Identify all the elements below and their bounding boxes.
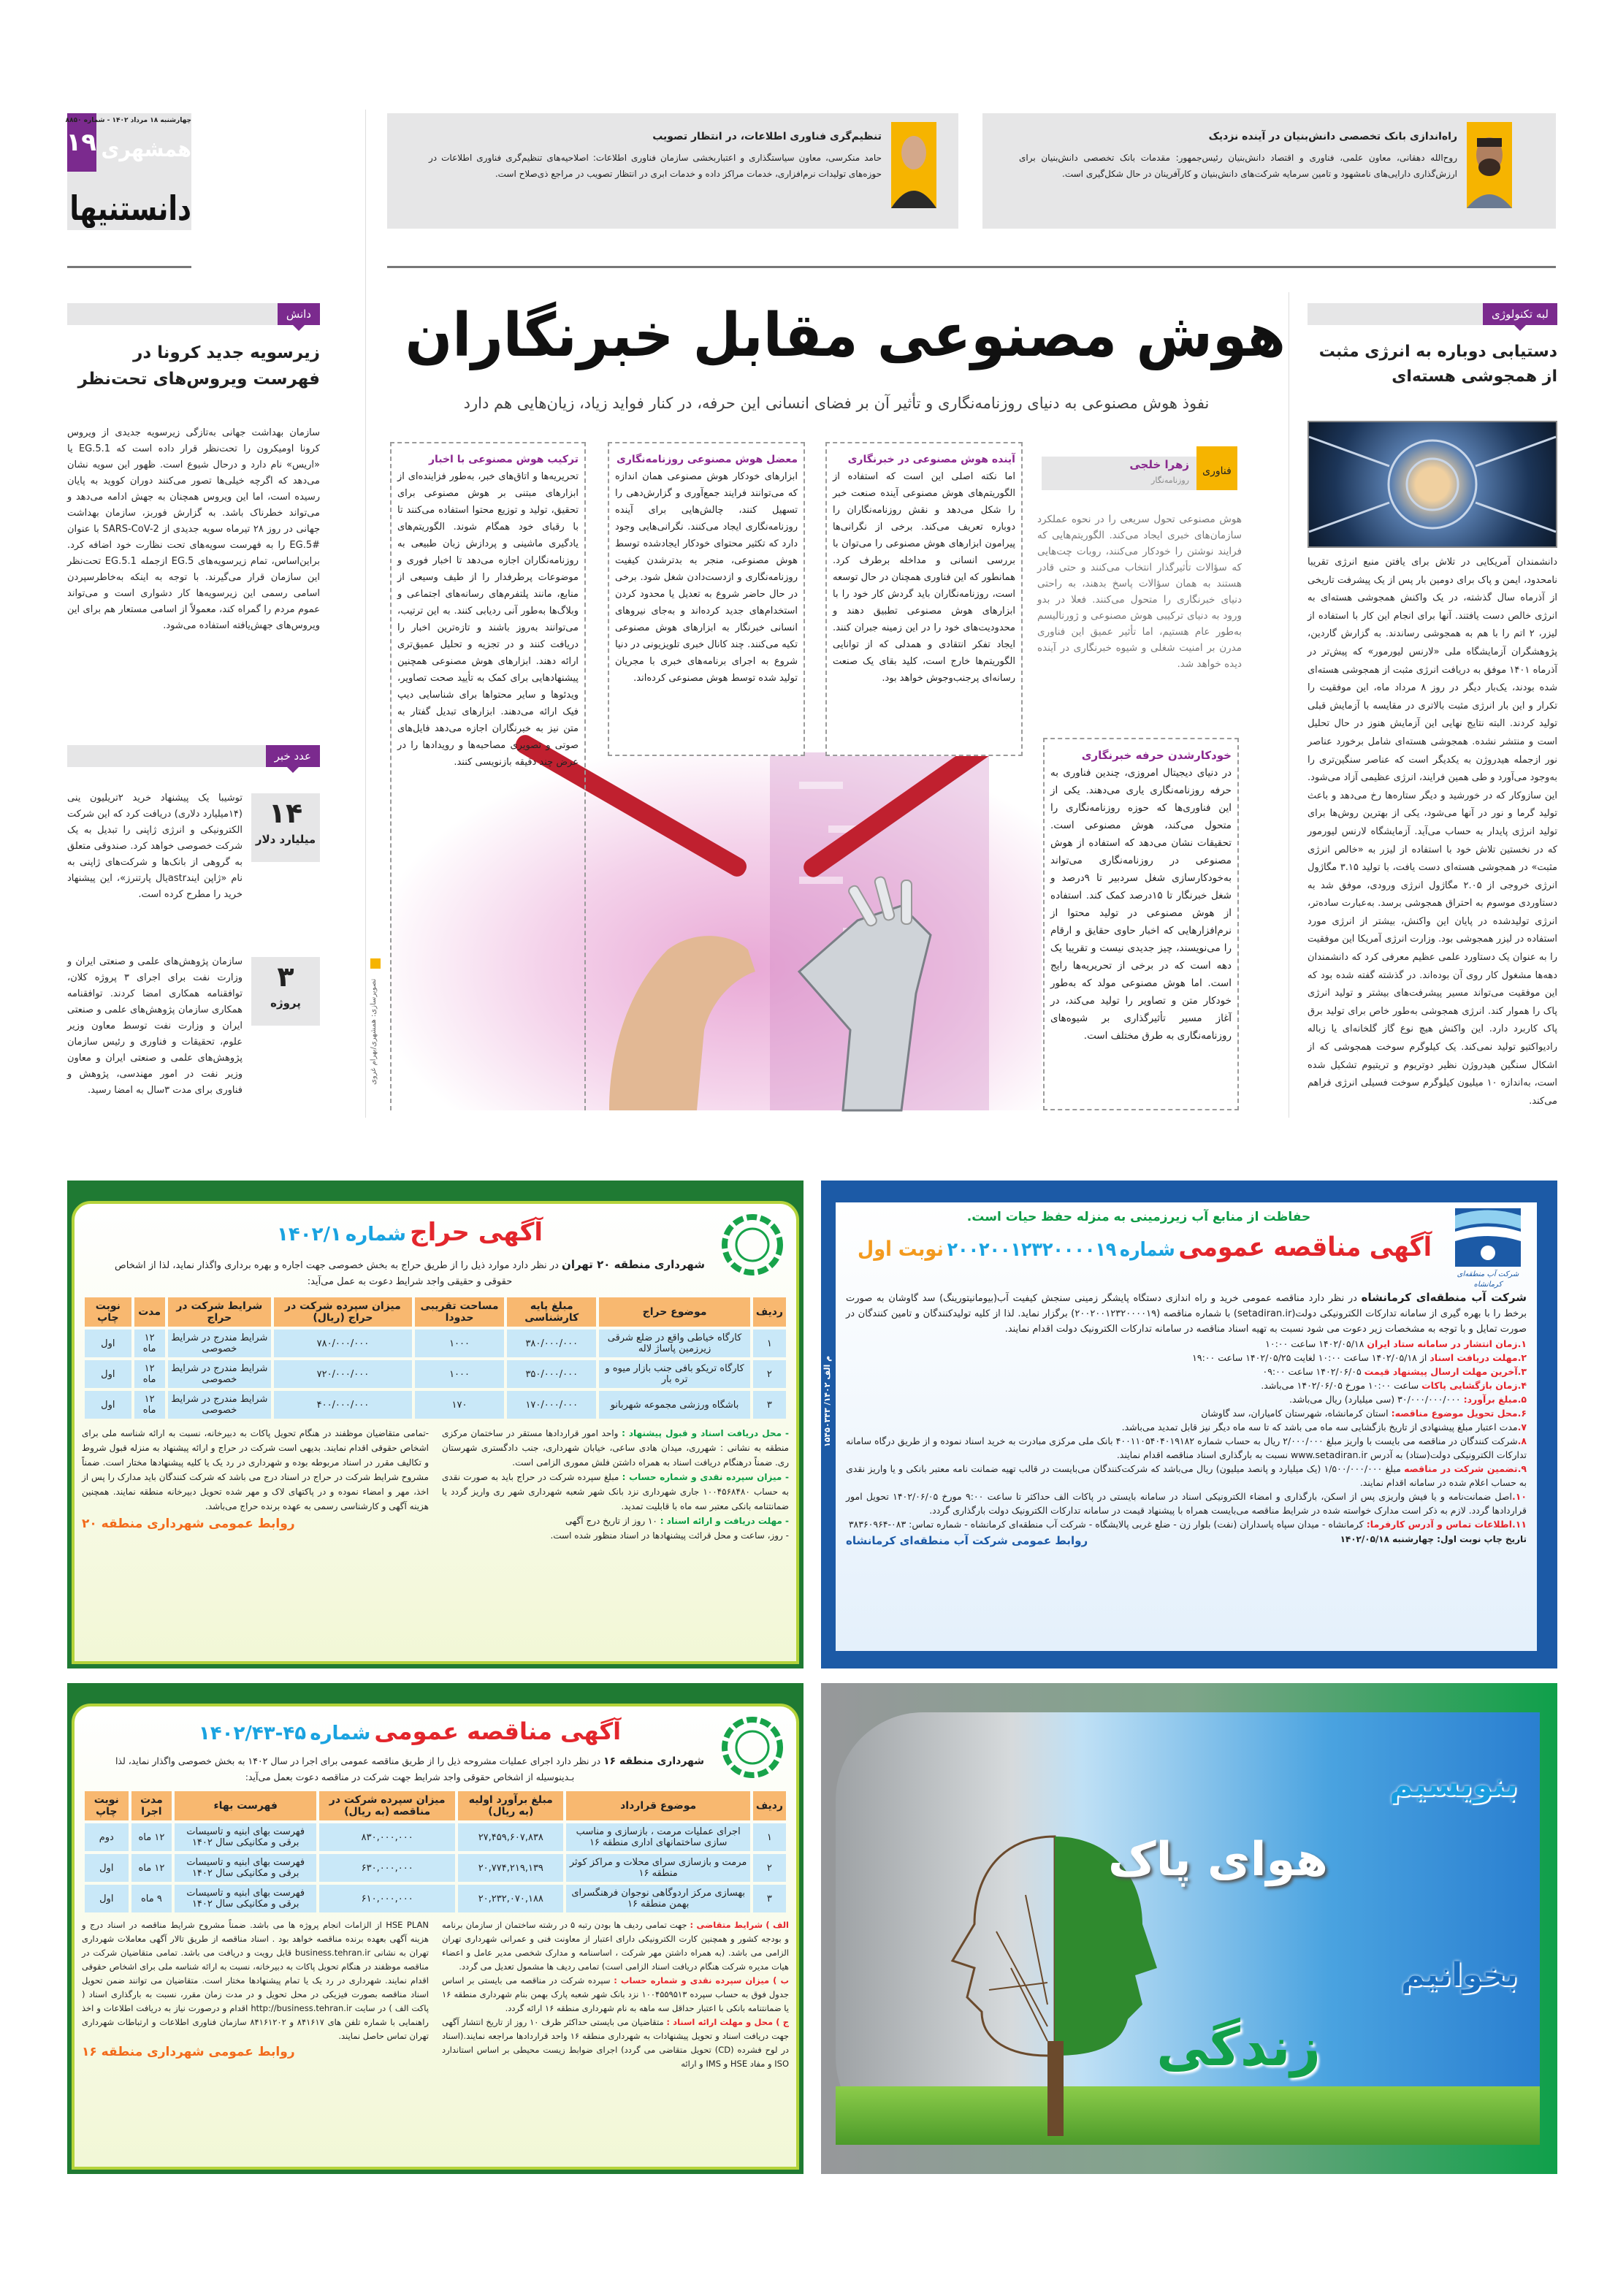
table-cell: ۹ ماه	[131, 1885, 172, 1912]
item-number: ۱.	[1517, 1338, 1527, 1349]
column-title: معضل هوش مصنوعی روزنامه‌نگاری	[616, 454, 798, 465]
table-header-cell: ردیف	[753, 1791, 786, 1820]
number-value: ۳	[277, 961, 294, 993]
item-text: ۱۴۰۲/۰۵/۱۸ ساعت ۱۰:۰۰	[1265, 1338, 1364, 1349]
table-cell: کارگاه تریکو بافی جنب بازار میوه و تره بار	[599, 1360, 750, 1388]
auction-table	[82, 1294, 789, 1422]
tehran-logo-icon	[722, 1214, 783, 1275]
top-news-2[interactable]	[387, 113, 958, 229]
number-unit: پروژه	[270, 996, 301, 1010]
table-header-cell: مدت اجرا	[131, 1791, 172, 1820]
article-body: سازمان بهداشت جهانی به‌تازگی زیرسویه جدیدی از ویروس کرونا اومیکرون را تحت‌نظر قرار داده است که EG.5.1 یا «اریس» نام دارد و درحال شیوع است. ظهور این سویه نشان می‌دهد که اگرچه خیلی‌ها تصور می‌کنند دوران کووید به پایان رسیده است، اما این ویروس همچنان به جهش ادامه می‌دهد و می‌تواند خطرناک باشد. به گزارش فوربز، سازمان بهداشت جهانی در روز ۲۸ تیرماه سویه جدیدی از SARS-CoV-2 با عنوان EG.5# را به فهرست سویه‌های تحت نظارت خود اضافه کرد. براین‌اساس، تمام زیرسویه‌های EG.5 ازجمله EG.5.1 تحت‌نظر این سازمان قرار می‌گیرند. با توجه به اینکه به‌خاطرسپردن اسامی رسمی این زیرسویه‌ها کار دشواری است و می‌تواند عموم مردم را گمراه کند، معمولاً از اسامی مستعار هم برای این ویروس‌های جهش‌یافته استفاده می‌شود.	[67, 427, 320, 631]
table-row	[85, 1391, 786, 1419]
ad-line-life: زندگی	[1156, 2016, 1321, 2078]
table-cell: اول	[85, 1330, 131, 1357]
ad-title: آگهی مناقصه عمومی	[374, 1717, 622, 1745]
ad-note	[442, 1918, 789, 1974]
ad-note	[442, 1974, 789, 2015]
tehran-municipality-logo	[722, 1214, 783, 1278]
ad-title-row	[111, 1214, 709, 1251]
note-label: الف ) شرایط متقاضی :	[690, 1920, 789, 1930]
note-text: - روز، ساعت و محل قرائت پیشنهادها در اسناد منظور شده است.	[550, 1530, 789, 1541]
ad-intro-bold: شرکت آب منطقه‌ای کرمانشاه	[1361, 1291, 1527, 1304]
table-header-row	[85, 1791, 786, 1820]
table-cell: ۳	[753, 1885, 786, 1912]
ad-title-row	[111, 1714, 709, 1749]
ad-number-label: شماره	[1119, 1239, 1175, 1261]
table-cell: فهرست بهای ابنیه و تاسیسات برقی و مکانیکی سال ۱۴۰۲	[175, 1854, 316, 1882]
item-number: ۹.	[1517, 1463, 1527, 1474]
section-label: عدد خبر	[266, 745, 320, 767]
ad-item	[846, 1351, 1527, 1365]
ad-intro-text: در نظر دارد مناقصه عمومی خرید و راه اندازی دستگاه پایشگر زمینی سنجش کیفیت آب(بیومانیتورینگ) سد گاوشان به صورت برخط را با بهره گیری از سامانه تدارکات الکترونیکی دولت(setadiran.ir) با شماره مناقصه (۲۰۰۲۰۰۱۲۳۲۰۰۰۰۱۹) برگزار نماید. لذا از کلیه تولیدکنندگان و تامین کنندگان در صورت تمایل و با توجه به مشخصات زیر دعوت می شود نسبت به تهیه اسناد مناقصه در سامانه تدارکات الکترونیک دولت اقدام نمایند.	[846, 1293, 1527, 1335]
ad-item	[846, 1337, 1527, 1351]
ad-intro	[111, 1256, 709, 1290]
box-body: در دنیای دیجیتال امروزی، چندین فناوری به حرفه روزنامه‌نگاری یاری می‌دهند. یکی از این فناوری‌ها که حوزه روزنامه‌نگاری را متحول می‌کند، هوش مصنوعی است. تحقیقات نشان می‌دهد که استفاده از هوش مصنوعی در روزنامه‌نگاری می‌تواند به‌خودکارسازی شغل سردبیر تا ۹درصد و شغل خبرنگار تا ۱۵درصد کمک کند. استفاده از هوش مصنوعی در تولید محتوا از نرم‌افزارهایی که اخبار حاوی حقایق و ارقام را می‌نویسند، چیز جدیدی نیست و تقریبا یک دهه است که در برخی از تحریریه‌ها رایج است. اما هوش مصنوعی مولد که به‌طور خودکار متن و تصاویر را تولید می‌کند، در آغاز مسیر تأثیرگذاری بر شیوه‌های روزنامه‌نگاری به طرق مختلف است.	[1050, 767, 1232, 1042]
ad-intro-bold: شهرداری منطقه ۲۰ تهران	[562, 1258, 705, 1271]
item-text: ساعت ۱۰:۰۰ مورخ ۱۴۰۲/۰۶/۰۵ می‌باشد.	[1261, 1380, 1419, 1391]
ad-footer	[846, 1534, 1527, 1547]
table-cell: ۱۲ ماه	[131, 1854, 172, 1882]
person-photo-icon	[1467, 122, 1512, 208]
ad-title-row	[858, 1229, 1432, 1267]
table-header-cell: مساحت تقریبی حدودا	[415, 1297, 504, 1327]
note-text: ۱۰ روز از تاریخ درج آگهی	[565, 1516, 657, 1526]
ad-slogan: حفاظت از منابع آب زیرزمینی به منزله حفظ حیات است.	[966, 1210, 1311, 1224]
table-cell: ۲	[753, 1360, 786, 1388]
top-news-1[interactable]	[982, 113, 1556, 229]
lab-equipment-icon	[1309, 422, 1556, 546]
logo-text: شرکت آب منطقه‌ای کرمانشاه	[1457, 1270, 1519, 1289]
table-header-cell: ردیف	[753, 1297, 786, 1327]
fusion-lab-photo	[1308, 421, 1557, 548]
table-header-row	[85, 1297, 786, 1327]
table-cell: ۱	[753, 1823, 786, 1851]
table-cell: شرایط مندرج در شرایط خصوصی	[168, 1330, 271, 1357]
ad-item	[846, 1490, 1527, 1517]
table-cell: فهرست بهای ابنیه و تاسیسات برقی و مکانیکی سال ۱۴۰۲	[175, 1885, 316, 1912]
table-header-cell: شرایط شرکت در حراج	[168, 1297, 271, 1327]
note-text: متقاضیان می بایستی حداکثر ظرف ۱۰ روز از تاریخ انتشار آگهی جهت دریافت اسناد و تحویل پیشنهادات به شهرداری منطقه ۱۶ واحد قراردادها مراجعه نمایند.(اسناد در لوح فشرده (CD) تحویل متقاضی می گردد) اجرای ضوابط زیست محیطی بر اساس استاندارد ISO و مفاد HSE و IMS و ارائه	[442, 2017, 790, 2069]
ad-notes-left: HSE PLAN از الزامات انجام پروژه ها می باشد. ضمناً مشروح شرایط مناقصه در اسناد درج و هزینه آگهی بعهده برنده مناقصه خواهد بود . اسناد مناقصه از طریق تالار آگهی معاملات شهرداری تهران به نشانی business.tehran.ir قابل رویت و دریافت می باشد. تمامی متقاضیان شرکت در مناقصه موظفند در هنگام تحویل پاکات به دبیرخانه، نسبت به ارائه شناسه ملی برای اشخاص حقوقی اقدام نمایند. شهرداری در رد یک یا تمام پیشنهادها مختار است. متقاضیان می توانند ضمن تحویل اسناد مناقصه بصورت فیزیکی در محل تحویل و در مدت زمان مقرر، نسبت به بارگذاری اسناد ( پاکت الف ) در سایت http://business.tehran.ir اقدام و درصورت نیاز به دریافت اطلاعات و اخذ راهنمایی با شماره تلفن های ۸۴۱۶۱۷ و ۸۴۱۶۱۲۰۲ سازمان فناوری اطلاعات و ارتباطات شهرداری تهران تماس حاصل نمایند.	[82, 1920, 429, 2041]
column-body: اما نکته اصلی این است که استفاده از الگوریتم‌های هوش مصنوعی آینده صنعت خبر را شکل می‌دهد و نقش روزنامه‌نگاران را دوباره تعریف می‌کند. برخی از نگرانی‌ها پیرامون ابزارهای هوش مصنوعی را می‌توان با بررسی انسانی و مداخله برطرف کرد. همانطور که این فناوری همچنان در حال توسعه است، روزنامه‌نگاران باید گردش کار خود را با ابزارهای هوش مصنوعی تطبیق دهند و محدودیت‌های خود را در این زمینه جبران کنند. ایجاد تفکر انتقادی و همدلی که از توانایی الگوریتم‌ها خارج است، کلید بقای یک صنعت رسانه‌ای پرجنب‌وجوش خواهد بود.	[833, 471, 1015, 684]
box-title: خودکارشدن حرفه خبرنگاری	[1081, 749, 1232, 762]
item-label: تضمین شرکت در مناقصه	[1404, 1463, 1518, 1474]
table-cell: ۱۰۰۰	[415, 1330, 504, 1357]
number-box	[251, 793, 320, 862]
table-cell: ۲۰,۷۷۴,۲۱۹,۱۳۹	[458, 1854, 563, 1882]
article-headline: دستیابی دوباره به انرژی مثبت از همجوشی هسته‌ای	[1318, 343, 1557, 386]
ad-kermanshah-tender	[821, 1181, 1557, 1668]
table-header-cell: مبلغ پایه کارشناسی	[507, 1297, 596, 1327]
item-number: ۳.	[1517, 1366, 1527, 1377]
note-label: - مهلت دریافت و ارائه اسناد :	[660, 1516, 789, 1526]
ad-note	[442, 1426, 789, 1470]
ad-item	[846, 1365, 1527, 1378]
top-news-photo	[1467, 122, 1512, 208]
table-cell: ۱	[753, 1330, 786, 1357]
column-body: ابزارهای خودکار هوش مصنوعی همان اندازه که می‌توانند فرایند جمع‌آوری و گزارش‌دهی را تسهیل کنند، چالش‌هایی برای آینده روزنامه‌نگاری ایجاد می‌کنند. نگرانی‌هایی وجود دارد که تکثیر محتوای خودکار ایجادشده توسط هوش مصنوعی، منجر به بدترشدن کیفیت روزنامه‌نگاری و ازدست‌دادن شغل شود. برخی در حال حاضر شروع به تعدیل یا محدود کردن استخدام‌های جدید کرده‌اند و به‌جای نیروهای انسانی خبرنگار به ابزارهای هوش مصنوعی تکیه می‌کنند. چند کانال خبری تلویزیونی در دنیا شروع به اجرای برنامه‌های خبری با مجریان تولید شده توسط هوش مصنوعی کرده‌اند.	[615, 471, 798, 684]
ad-line-read: بخوانیم	[1401, 1956, 1518, 1994]
table-cell: ۱۲ ماه	[131, 1823, 172, 1851]
ad-note	[442, 2015, 789, 2071]
table-cell: اجرای عملیات مرمت ، بازسازی و مناسب سازی ساختمانهای اداری منطقه ۱۶	[566, 1823, 749, 1851]
table-header-cell: فهرست بهاء	[175, 1791, 316, 1820]
print-date: تاریخ چاپ نوبت اول: چهارشنبه ۱۴۰۲/۰۵/۱۸	[1340, 1534, 1527, 1544]
table-cell: باشگاه ورزشی مجموعه شهربانو	[599, 1391, 750, 1419]
table-cell: ۲۷,۴۵۹,۶۰۷,۸۳۸	[458, 1823, 563, 1851]
ad-side-code: م الف ۱۴۰۲/ ۱۵۴۵۰۳۴۳	[822, 1356, 832, 1448]
table-header-cell: میزان سپرده شرکت در مناقصه (به ریال)	[319, 1791, 455, 1820]
table-header-cell: نوبت چاپ	[85, 1297, 131, 1327]
table-cell: ۱۷۰/۰۰۰/۰۰۰	[507, 1391, 596, 1419]
ad-auction	[67, 1181, 804, 1668]
table-cell: ۶۱۰,۰۰۰,۰۰۰	[319, 1885, 455, 1912]
section-label: لبه تکنولوژی	[1483, 303, 1557, 325]
ad-round: نوبت اول	[858, 1237, 944, 1261]
ad-line-clean-air: هوای پاک	[1108, 1833, 1328, 1887]
table-row	[85, 1823, 786, 1851]
item-number: ۱۰.	[1512, 1491, 1527, 1502]
item-text: شرکت کنندگان در مناقصه می بایست با واریز مبلغ ۲/۰۰۰/۰۰۰ ریال به حساب شماره ۴۰۰۱۱۰۵۴۰۴۰۱۹۱۸۲ بانک ملی مرکزی مبادرت به خرید اسناد نموده و از طریق درگاه سامانه تدارکات الکترونیکی دولت(ستاد) به آدرس www.setadiran.ir نسبت به بارگذاری اسناد مناقصه اقدام نمایند.	[846, 1435, 1527, 1460]
ad-notes-right	[442, 1426, 789, 1543]
ad-item	[846, 1406, 1527, 1420]
table-cell: ۱۲ ماه	[134, 1360, 165, 1388]
top-news-photo	[891, 122, 936, 208]
ad-number: ۲۰۰۲۰۰۱۲۳۲۰۰۰۰۱۹	[947, 1239, 1117, 1261]
column-rule	[365, 110, 366, 1118]
top-news-title: راه‌اندازی بانک تخصصی دانش‌بنیان در آینده نزدیک	[1208, 131, 1457, 142]
table-header-cell: موضوع قرارداد	[566, 1791, 749, 1820]
note-text: واحد امور قراردادها مستقر در ساختمان مرکزی منطقه به نشانی : شهرری، میدان هادی ساعی، خیابان شهرداری، جنب دادگستری شهرستان ری. ضمناً درهنگام دریافت اسناد به همراه داشتن فلش مموری الزامی است.	[442, 1428, 789, 1468]
item-number: ۴.	[1517, 1380, 1527, 1391]
item-text: استان کرمانشاه، شهرستان کامیاران، سد گاوشان	[1201, 1408, 1389, 1419]
ad-signature: روابط عمومی شهرداری منطقه ۲۰	[82, 1517, 295, 1531]
table-cell: کارگاه خیاطی واقع در ضلع شرقی زیرزمین پاساژ لاله	[599, 1330, 750, 1357]
author-role: روزنامه‌نگار	[1151, 476, 1189, 485]
ad-clean-air	[821, 1683, 1557, 2174]
table-cell: ۶۳۰,۰۰۰,۰۰۰	[319, 1854, 455, 1882]
section-bar-tech	[1308, 303, 1557, 325]
top-news-title: تنظیم‌گری فناوری اطلاعات، در انتظار تصویب	[652, 131, 882, 142]
image-credit: تصویرسازی: همشهری/بهرام غروی	[370, 979, 378, 1086]
table-cell: ۷۸۰/۰۰۰/۰۰۰	[274, 1330, 412, 1357]
note-text: سپرده شرکت در مناقصه می بایستی بر اساس جدول فوق به حساب سپرده ۱۰۰۴۵۵۹۵۱۳ نزد بانک شهر شعبه پارک بهمن بنام شهرداری منطقه ۱۶ یا ضمانتنامه بانکی با اعتبار حداقل سه ماهه به نام شهرداری منطقه ۱۶ ارائه گردد.	[442, 1975, 789, 2013]
section-bar-science	[67, 303, 320, 325]
note-label: - محل دریافت اسناد و قبول پیشنهاد :	[622, 1428, 789, 1438]
table-cell: ۲۰,۲۳۲,۰۷۰,۱۸۸	[458, 1885, 563, 1912]
item-text: از ۱۴۰۲/۰۵/۱۸ ساعت ۱۰:۰۰ لغایت ۱۴۰۲/۰۵/۲۵ ساعت ۱۹:۰۰	[1192, 1352, 1427, 1363]
ad-number: ۱۴۰۲/۱	[276, 1224, 342, 1246]
ad-title: آگهی حراج	[410, 1218, 543, 1247]
ad-item	[846, 1434, 1527, 1462]
item-number: ۲.	[1517, 1352, 1527, 1363]
note-text: جهت تمامی ردیف ها بودن رتبه ۵ در رشته ساختمان از سازمان برنامه و بودجه کشور و همچنین کارت الکترونیکی دارای اعتبار از معاونت فنی و عمرانی شهرداری تهران الزامی می باشد. (به همراه داشتن مهر شرکت ، اساسنامه و مدارک شخصی مدیر عامل و اعضاء هیات مدیره شرکت هنگام دریافت اسناد الزامی است) تمامی ردیف ها مشمول تعدیل می گردد.	[442, 1920, 789, 1972]
article-intro: هوش مصنوعی تحول سریعی را در نحوه عملکرد سازمان‌های خبری ایجاد می‌کند. الگوریتم‌هایی که فرایند نوشتن را خودکار می‌کنند، روبات چت‌هایی که سؤالات تأثیرگذار انتخاب می‌کنند و حتی قادر هستند به همان سؤالات پاسخ بدهند، به راحتی دنیای خبرنگاری را متحول می‌کنند. فعلا در بدو ورود به دنیای ترکیبی هوش مصنوعی و ژورنالیسم به‌طور عام هستیم، اما تأثیر عمیق این فناوری مدرن بر امنیت شغلی و شیوه خبرنگاری در آینده دیده خواهد شد.	[1037, 514, 1242, 670]
tehran-logo-icon	[722, 1717, 783, 1778]
article-column	[825, 442, 1023, 756]
ad-tender-16	[67, 1683, 804, 2174]
number-box	[251, 957, 320, 1026]
person-photo-icon	[891, 122, 936, 208]
ad-title: آگهی مناقصه عمومی	[1178, 1232, 1432, 1262]
ad-item	[846, 1392, 1527, 1406]
table-cell: مرمت و بازسازی سرای محلات و مراکز کوثر منطقه ۱۶	[566, 1854, 749, 1882]
ad-item	[846, 1462, 1527, 1490]
item-number: ۱۱.	[1511, 1519, 1527, 1530]
item-label: محل تحویل موضوع مناقصه:	[1391, 1408, 1518, 1419]
ad-intro	[111, 1753, 709, 1785]
kicker: فناوری	[1196, 446, 1237, 490]
divider	[387, 266, 1556, 268]
table-cell: ۷۲۰/۰۰۰/۰۰۰	[274, 1360, 412, 1388]
water-wave-logo-icon	[1455, 1208, 1521, 1267]
table-cell: ۴۰۰/۰۰۰/۰۰۰	[274, 1391, 412, 1419]
table-header-cell: مدت	[134, 1297, 165, 1327]
ad-note	[442, 1528, 789, 1543]
ad-item	[846, 1420, 1527, 1434]
item-label: مبلغ برآورد:	[1463, 1394, 1518, 1405]
number-unit: میلیارد دلار	[255, 833, 316, 846]
article-column	[608, 442, 805, 756]
item-text: مبلغ ۱/۵۰۰/۰۰۰/۰۰۰ (یک میلیارد و پانصد میلیون) ریال می‌باشد که شرکت‌کنندگان می‌بایست در قالب تهیه ضمانت نامه معتبر بانکی و یا واریز نقدی به حساب اعلام شده در سامانه اقدام نمایند.	[846, 1463, 1527, 1488]
divider	[67, 266, 191, 268]
ad-item	[846, 1517, 1527, 1531]
number-value: ۱۴	[268, 797, 303, 829]
item-text: ۳۰/۰۰۰/۰۰۰/۰۰۰ (سی میلیارد) ریال می‌باشد.	[1289, 1394, 1461, 1405]
ad-number: ۴۵-۱۴۰۲/۴۳	[198, 1723, 307, 1744]
top-news-body: روح‌الله دهقانی، معاون علمی، فناوری و اقتصاد دانش‌بنیان رئیس‌جمهور: مقدمات بانک تخصصی دانش‌بنیان برای ارزش‌گذاری دارایی‌های نامشهود و تامین سرمایه شرکت‌های دانش‌بنیان و کارآفرینان در حال شکل‌گیری است.	[1019, 153, 1457, 179]
ad-note	[442, 1470, 789, 1514]
item-label: زمان بازگشایی پاکات	[1421, 1380, 1518, 1391]
ad-notes-right	[442, 1918, 789, 2071]
number-text: توشیبا یک پیشنهاد خرید ۲تریلیون ینی (۱۴میلیارد دلاری) دریافت کرد که این شرکت الکترونیکی و انرژی ژاپنی را تبدیل به یک شرکت خصوصی خواهد کرد. صندوقی متعلق به گروهی از بانک‌ها و شرکت‌های ژاپنی به نام «ژاپن ایندastrیال پارتنرز»، این پیشنهاد خرید را مطرح کرده است.	[67, 793, 243, 900]
item-label: اطلاعات تماس و آدرس کارفرما:	[1366, 1519, 1512, 1530]
ad-number-label: شماره	[310, 1723, 371, 1744]
table-cell: اول	[85, 1885, 129, 1912]
item-number: ۸.	[1517, 1435, 1527, 1446]
table-cell: ۱۲ ماه	[134, 1391, 165, 1419]
article-column	[390, 442, 586, 1110]
item-text: کرمانشاه - میدان سپاه پاسداران (نفت) بلوار زن - ضلع غربی پالایشگاه - شرکت آب منطقه‌ای کرمانشاه - شماره تماس: ۰۸۳-۳۸۳۶۰۹۶۴	[848, 1519, 1364, 1530]
water-company-logo	[1448, 1208, 1528, 1290]
author-name: زهرا خلجی	[1129, 458, 1189, 471]
credit-marker	[370, 958, 381, 969]
ad-intro	[846, 1290, 1527, 1337]
section-bar-numbers	[67, 745, 320, 767]
table-cell: فهرست بهای ابنیه و تاسیسات برقی و مکانیکی سال ۱۴۰۲	[175, 1823, 316, 1851]
top-news-body: حامد منکرسی، معاون سیاستگذاری و اعتباربخشی سازمان فناوری اطلاعات: اصلاحیه‌های تنظیم‌گری فناوری اطلاعات در حوزه‌های تولیدات نرم‌افزاری، خدمات مراکز داده و خدمات ابری در انتظار تصویب در مراجع ذی‌صلاح است.	[429, 153, 882, 179]
table-cell: ۱۰۰۰	[415, 1360, 504, 1388]
table-cell: شرایط مندرج در شرایط خصوصی	[168, 1391, 271, 1419]
ad-signature: روابط عمومی شرکت آب منطقه‌ای کرمانشاه	[846, 1534, 1088, 1547]
table-header-cell: نوبت چاپ	[85, 1791, 129, 1820]
ad-number-label: شماره	[345, 1224, 406, 1246]
note-label: ب ) میزان سپرده نقدی و شماره حساب :	[614, 1975, 790, 1986]
article-body: دانشمندان آمریکایی در تلاش برای یافتن منبع انرژی تقریبا نامحدود، ایمن و پاک برای دومین بار پس از یک پیشرفت تاریخی از آذرماه سال گذشته، در یک واکنش همجوشی هسته‌ای به انرژی خالص دست یافتند. آنها برای انجام این کار با استفاده از لیزر، ۲ اتم را با هم به همجوشی رساندند. به گزارش گاردین، پژوهشگران آزمایشگاه ملی «لارنس لیورمور» که پیش‌تر در آذرماه ۱۴۰۱ موفق به دریافت انرژی مثبت از همجوشی هسته‌ای شده بودند، یک‌بار دیگر در روز ۸ مرداد ماه، این موفقیت را تکرار و این بار انرژی مثبت بالاتری در مقایسه با آزمایش قبلی تولید کردند. البته نتایج نهایی این آزمایش هنوز در حال تحلیل است و منتشر نشده. همجوشی هسته‌ای شامل برخورد عناصر نور ازجمله هیدروژن به یکدیگر است که عناصر سنگین‌تری را به‌وجود می‌آورد و طی همین فرایند، انرژی عظیمی آزاد می‌شود. این سازوکار که در خورشید و دیگر ستاره‌ها رخ می‌دهد و باعث تولید گرما و نور در آنها می‌شود، یکی از بهترین روش‌ها برای تولید انرژی پایدار به حساب می‌آید. آزمایشگاه لارنس لیورمور که در نخستین تلاش خود با استفاده از لیزر به «خالص انرژی مثبت» در همجوشی هسته‌ای دست یافت، با تولید ۳.۱۵ مگاژول انرژی خروجی از ۲.۰۵ مگاژول انرژی ورودی، موفق شد به دستاوردی موسوم به احتراق همجوشی برسد. به‌عبارت ساده‌تر، انرژی تولیدشده در پایان این واکنش، بیشتر از انرژی مورد استفاده در لیزر همجوشی بود. وزارت انرژی آمریکا این موفقیت را به عنوان یک دستاورد علمی عظیم معرفی کرد که دانشمندان دهه‌ها مشغول کار روی آن بوده‌اند. در گذشته گفته شده بود که این موفقیت می‌تواند مسیر پیشرفت‌های بیشتر و تولید انرژی پاک را هموار کند. انرژی همجوشی به‌طور خاص برای تولید برق پاک کاربرد دارد. این واکنش هیچ نوع گاز گلخانه‌ای یا زباله رادیواکتیو تولید نمی‌کند. یک کیلوگرم سوخت همجوشی که از اشکال سنگین هیدروژن نظیر دوتریوم و تریتیوم تشکیل شده است، به‌اندازه ۱۰ میلیون کیلوگرم سوخت فسیلی انرژی فراهم می‌کند.	[1308, 557, 1558, 1107]
ad-signature: روابط عمومی شهرداری منطقه ۱۶	[82, 2045, 295, 2059]
section-label: دانش	[278, 303, 320, 325]
table-cell: ۳۵۰/۰۰۰/۰۰۰	[507, 1360, 596, 1388]
table-header-cell: مبلغ برآورد اولیه (به ریال)	[458, 1791, 563, 1820]
note-label: - میزان سپرده نقدی و شماره حساب :	[622, 1472, 789, 1482]
table-cell: اول	[85, 1391, 131, 1419]
table-row	[85, 1330, 786, 1357]
item-text: اصل ضمانت‌نامه و یا فیش واریزی پس از اسکن، بارگذاری و امضاء الکترونیکی اسناد در سامانه بایستی در پاکات الف حداکثر تا ساعت ۹:۰۰ مورخ ۱۴۰۲/۰۶/۰۵ تحویل امور قراردادها گردد. لازم به ذکر است مدارک خواسته شده در شرایط مناقصه می‌بایست همراه با پیشنهاد قیمت در سامانه تدارکات الکترونیک دولت بارگذاری گردد.	[846, 1491, 1527, 1516]
ad-item	[846, 1378, 1527, 1392]
number-text: سازمان پژوهش‌های علمی و صنعتی ایران و وزارت نفت برای اجرای ۳ پروژه کلان، توافقنامه همکاری امضا کردند. توافقنامه همکاری سازمان پژوهش‌های علمی و صنعتی ایران و وزارت نفت توسط معاون وزیر علوم، تحقیقات و فناوری و رئیس سازمان پژوهش‌های علمی و صنعتی ایران و معاون وزیر نفت در امور مهندسی، پژوهش و فناوری برای مدت ۳سال به امضا رسید.	[67, 956, 243, 1096]
note-text: مبلغ سپرده شرکت در حراج باید به صورت نقدی به حساب ۱۰۰۴۵۶۸۴۸۰ جاری شهرداری نزد بانک شهر شعبه شهرداری شهر ری واریز گردد یا ضمانتنامه بانکی معتبر سه ماه با قابلیت تمدید.	[442, 1472, 790, 1511]
table-cell: ۱۲ ماه	[134, 1330, 165, 1357]
table-header-cell: میزان سپرده شرکت در حراج (ریال)	[274, 1297, 412, 1327]
table-cell: ۱۷۰	[415, 1391, 504, 1419]
ad-intro-text: در نظر دارد موارد ذیل را از طریق حراج به بخش خصوصی جهت اجاره و بهره برداری واگذار نماید، لذا از اشخاص حقوقی و حقیقی واجد شرایط دعوت به عمل می‌آید:	[115, 1260, 559, 1287]
byline	[1042, 457, 1237, 490]
ad-line-write: بنویسیم	[1389, 1766, 1518, 1804]
table-cell: بهسازی مرکز اردوگاهی نوجوان فرهنگسرای بهمن منطقه ۱۶	[566, 1885, 749, 1912]
table-cell: ۳۸۰/۰۰۰/۰۰۰	[507, 1330, 596, 1357]
item-label: مهلت دریافت اسناد	[1429, 1352, 1518, 1363]
column-title: آینده هوش مصنوعی در خبرنگاری	[847, 454, 1015, 465]
item-number: ۷.	[1517, 1422, 1527, 1433]
item-text: ۱۴۰۲/۰۶/۰۵ ساعت ۰۹:۰۰	[1262, 1366, 1362, 1377]
main-subtitle: نفوذ هوش مصنوعی به دنیای روزنامه‌نگاری و تأثیر آن بر فضای انسانی این حرفه، در کنار فواید زیاد، زیان‌هایی هم دارد	[463, 394, 1210, 412]
tehran-municipality-logo	[722, 1717, 783, 1781]
section-title: دانستنیها	[69, 188, 191, 228]
ad-note	[442, 1514, 789, 1528]
tender-table	[82, 1788, 789, 1915]
table-cell: شرایط مندرج در شرایط خصوصی	[168, 1360, 271, 1388]
column-title: ترکیب هوش مصنوعی با اخبار	[428, 454, 579, 465]
sidebar-box	[1043, 738, 1239, 1110]
ad-intro-bold: شهرداری منطقه ۱۶	[603, 1755, 705, 1767]
ad-intro-text: در نظر دارد اجرای عملیات مشروحه ذیل را از طریق مناقصه عمومی برای اجرا در سال ۱۴۰۲ به بخش خصوصی واگذار نماید، لذا بـدینوسیله از اشخاص حقوقی واجد شرایط جهت شرکت در مناقصه دعوت بعمل می‌آید:	[115, 1755, 601, 1782]
item-label: زمان انتشار در سامانه ستاد ایران	[1367, 1338, 1518, 1349]
table-cell: اول	[85, 1360, 131, 1388]
ad-notes-left: -تمامی متقاضیان موظفند در هنگام تحویل پاکات به دبیرخانه، نسبت به ارائه شناسه ملی برای اشخاص حقوقی اقدام نمایند. بدیهی است شرکت در حراج و ارائه پیشنهاد به منزله قبول شروط و تکالیف مقرر در اسناد مربوطه بوده و شهرداری در رد یک یا کلیه پیشنهادها مختار است. ضمناً مشروح شرایط شرکت در حراج در اسناد درج می باشد که شرکت کنندگان باید مدارک را پس از اخذ، مهر و امضاء نموده و در پاکتهای لاک و مهر شده تحویل دبیرخانه منطقه نمایند. همچنین هزینه آگهی و کارشناسی رسمی به عهده برنده حراج می‌باشد.	[82, 1428, 429, 1511]
table-row	[85, 1854, 786, 1882]
table-row	[85, 1360, 786, 1388]
table-cell: ۲	[753, 1854, 786, 1882]
column-body: تحریریه‌ها و اتاق‌های خبر، به‌طور فزاینده‌ای از ابزارهای مبتنی بر هوش مصنوعی برای تحقیق، تولید و توزیع محتوا استفاده می‌کنند تا با رقبای خود همگام شوند. الگوریتم‌های یادگیری ماشینی و پردازش زبان طبیعی به روزنامه‌نگاران اجازه می‌دهد تا اخبار فوری و موضوعات پرطرفدار را از طیف وسیعی از منابع، مانند پلتفرم‌های رسانه‌های اجتماعی و وبلاگ‌ها به‌طور آنی ردیابی کنند. به این ترتیب، می‌توانند به‌روز باشند و تازه‌ترین اخبار را دریافت کنند و در تجزیه و تحلیل عمیق‌تری ارائه دهند. ابزارهای هوش مصنوعی همچنین پیشنهادهایی برای کمک به تأیید صحت تصاویر، ویدئوها و سایر محتواها برای شناسایی دیپ فیک ارائه می‌دهند. ابزارهای تبدیل گفتار به متن نیز به خبرنگاران اجازه می‌دهد فایل‌های صوتی و تصویری مصاحبه‌ها و رویدادها را در عرض چند دقیقه بازنویسی کنند.	[397, 471, 579, 768]
table-cell: ۸۳۰,۰۰۰,۰۰۰	[319, 1823, 455, 1851]
table-cell: ۳	[753, 1391, 786, 1419]
main-headline: هوش مصنوعی مقابل خبرنگاران	[405, 301, 1286, 370]
ad-items-list	[846, 1337, 1527, 1531]
note-label: ج ) محل و مهلت ارائه اسناد :	[666, 2017, 790, 2027]
item-label: آخرین مهلت ارسال پیشنهاد قیمت	[1364, 1366, 1518, 1377]
table-cell: اول	[85, 1854, 129, 1882]
page-number: ۱۹	[67, 113, 96, 172]
issue-date: چهارشنبه ۱۸ مرداد ۱۴۰۲ - شماره ۸۸۵۰	[65, 117, 191, 124]
table-header-cell: موضوع حراج	[599, 1297, 750, 1327]
item-number: ۶.	[1517, 1408, 1527, 1419]
item-number: ۵.	[1517, 1394, 1527, 1405]
table-cell: دوم	[85, 1823, 129, 1851]
newspaper-logo: همشهری	[101, 137, 191, 162]
article-headline: زیرسویه جدید کرونا در فهرست ویروس‌های تحت‌نظر	[77, 343, 320, 389]
item-text: مدت اعتبار مبلغ پیشنهادی از تاریخ بازگشایی سه ماه می باشد که تا سه ماه دیگر نیز قابل تمدید می‌باشد.	[1121, 1422, 1518, 1433]
table-row	[85, 1885, 786, 1912]
